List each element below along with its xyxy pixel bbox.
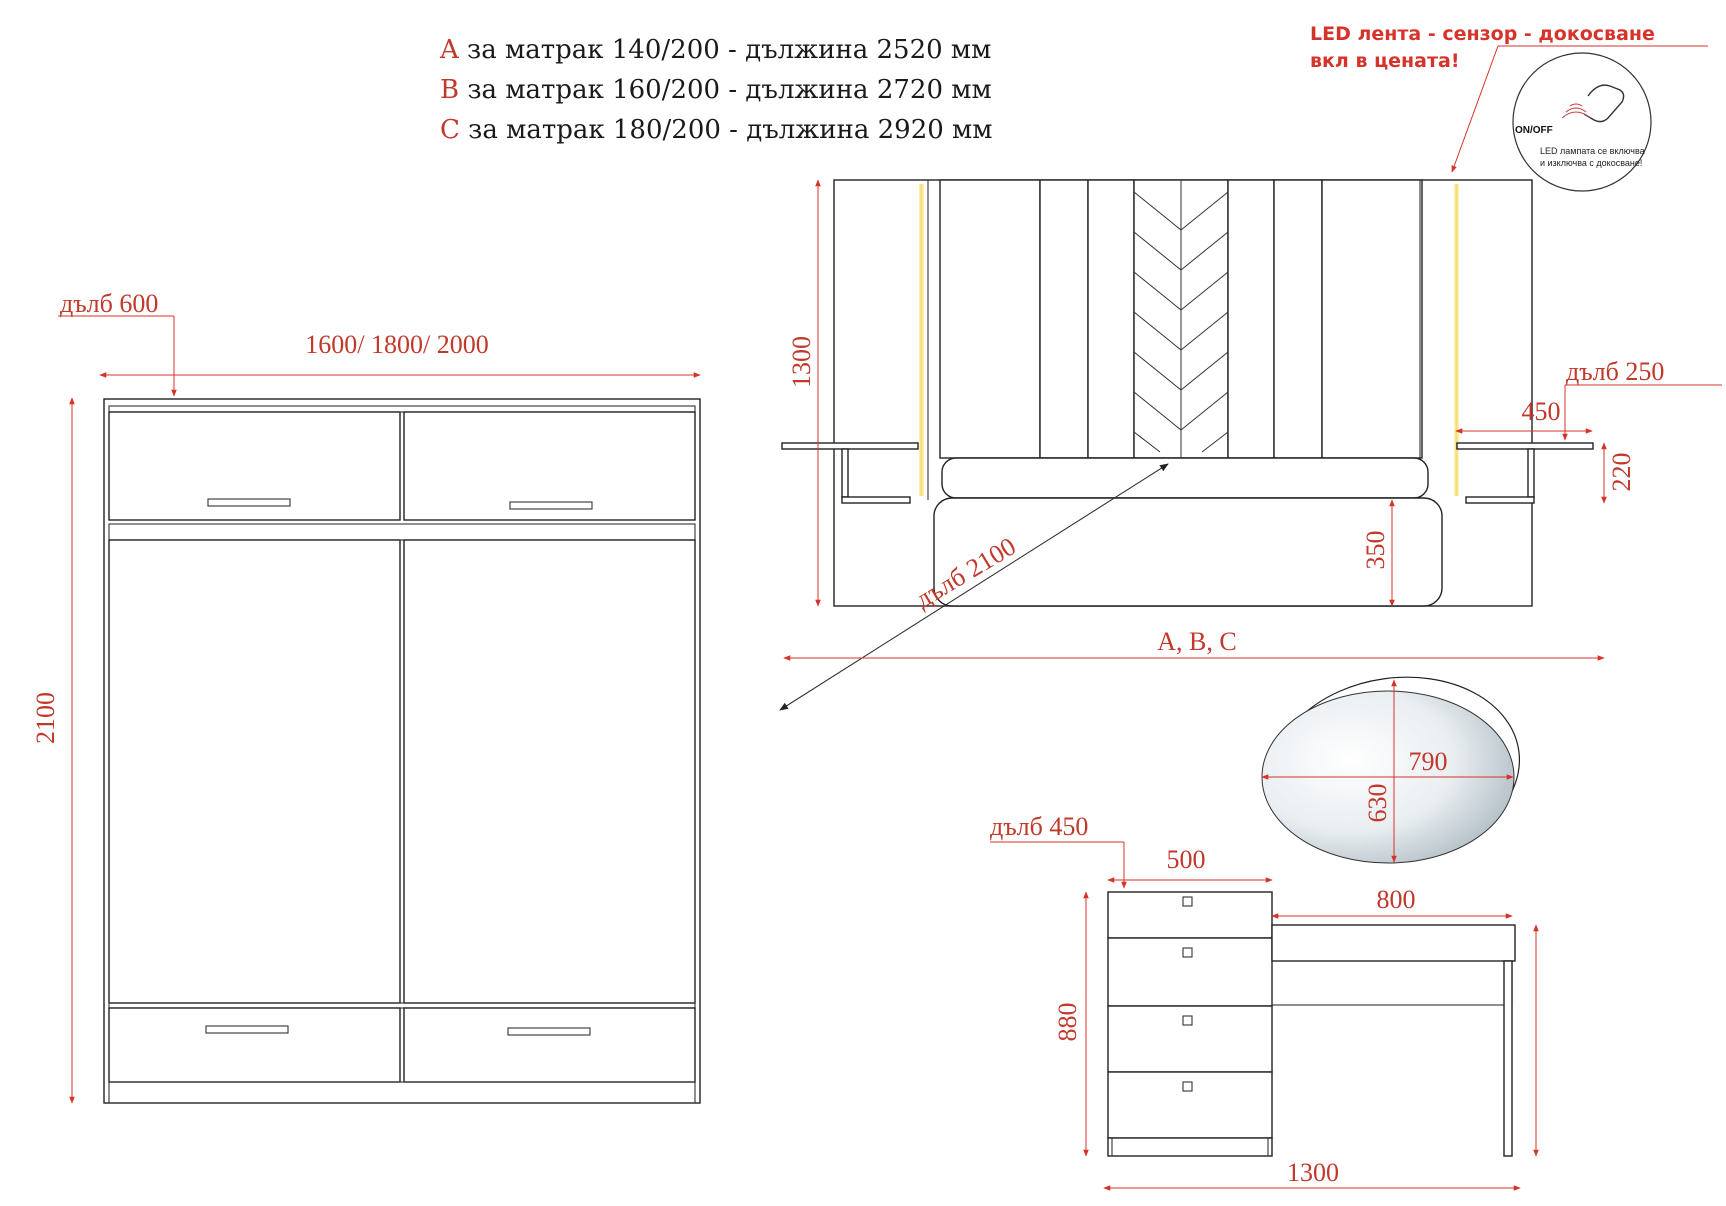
headboard-panel-1 [940, 180, 1040, 458]
desk-top [1272, 925, 1515, 961]
badge-text-line2: и изключва с докосване! [1540, 158, 1643, 168]
mirror-width-label: 790 [1408, 747, 1448, 776]
badge-text-line1: LED лампата се включва [1540, 146, 1645, 156]
shelf-width-label: 450 [1521, 397, 1561, 426]
led-note [1310, 23, 1708, 172]
led-strip-left [919, 184, 924, 496]
nightstand-right-bottom [1466, 497, 1534, 503]
nightstand-left-bottom [842, 497, 910, 503]
desk-apron [1272, 961, 1512, 1005]
headboard-panel-4 [1228, 180, 1274, 458]
dresser-depth-label: дълб 450 [990, 812, 1089, 841]
wardrobe-height-label: 2100 [31, 692, 60, 744]
bed-frame-height-label: 350 [1361, 530, 1390, 570]
headboard-panel-2 [1040, 180, 1088, 458]
badge-circle [1513, 53, 1651, 191]
bed [780, 180, 1722, 710]
wardrobe-width-label: 1600/ 1800/ 2000 [305, 330, 489, 359]
headboard-panel-3 [1088, 180, 1134, 458]
wardrobe [31, 289, 700, 1103]
headboard-panel-6 [1322, 180, 1422, 458]
wardrobe-right-sliding-door [404, 540, 695, 1003]
touch-sensor-badge [1513, 53, 1651, 191]
dresser [990, 812, 1536, 1188]
headboard-panel-5 [1274, 180, 1322, 458]
mirror-height-label: 630 [1363, 783, 1392, 823]
wardrobe-drawer-right [404, 1008, 695, 1082]
headboard-height-label: 1300 [787, 336, 816, 388]
nightstand-left-leg [842, 449, 848, 497]
bed-depth-label: дълб 2100 [910, 531, 1021, 614]
shelf-height-label: 220 [1607, 452, 1636, 492]
led-note-line1: LED лента - сензор - докосване [1310, 23, 1655, 45]
wardrobe-left-sliding-door [109, 540, 400, 1003]
legend-row-b: B за матрак 160/200 - дължина 2720 мм [440, 75, 992, 105]
bed-length-label: A, B, C [1157, 627, 1237, 656]
wardrobe-top-left-door [109, 412, 400, 520]
wardrobe-drawer-left [109, 1008, 400, 1082]
nightstand-right-top [1457, 443, 1593, 449]
dresser-total-width-label: 1300 [1287, 1158, 1339, 1187]
bed-pillow-bar [942, 458, 1428, 498]
nightstand-left-top [782, 443, 918, 449]
shelf-depth-label: дълб 250 [1566, 357, 1665, 386]
led-note-line2: вкл в цената! [1310, 50, 1460, 72]
dresser-height-label: 880 [1053, 1002, 1082, 1042]
badge-onoff: ON/OFF [1515, 125, 1553, 136]
wardrobe-top-right-door [404, 412, 695, 520]
desk-leg [1504, 961, 1512, 1156]
oval-mirror [1261, 662, 1532, 875]
legend-row-a: A за матрак 140/200 - дължина 2520 мм [440, 35, 992, 65]
wardrobe-depth-label: дълб 600 [60, 289, 159, 318]
legend-row-c: C за матрак 180/200 - дължина 2920 мм [440, 115, 993, 145]
dresser-plinth [1108, 1138, 1272, 1156]
dresser-cabinet-width-label: 500 [1166, 845, 1206, 874]
dresser-drawer-1 [1108, 892, 1272, 938]
nightstand-right-leg [1528, 449, 1534, 497]
desk-width-label: 800 [1376, 885, 1416, 914]
